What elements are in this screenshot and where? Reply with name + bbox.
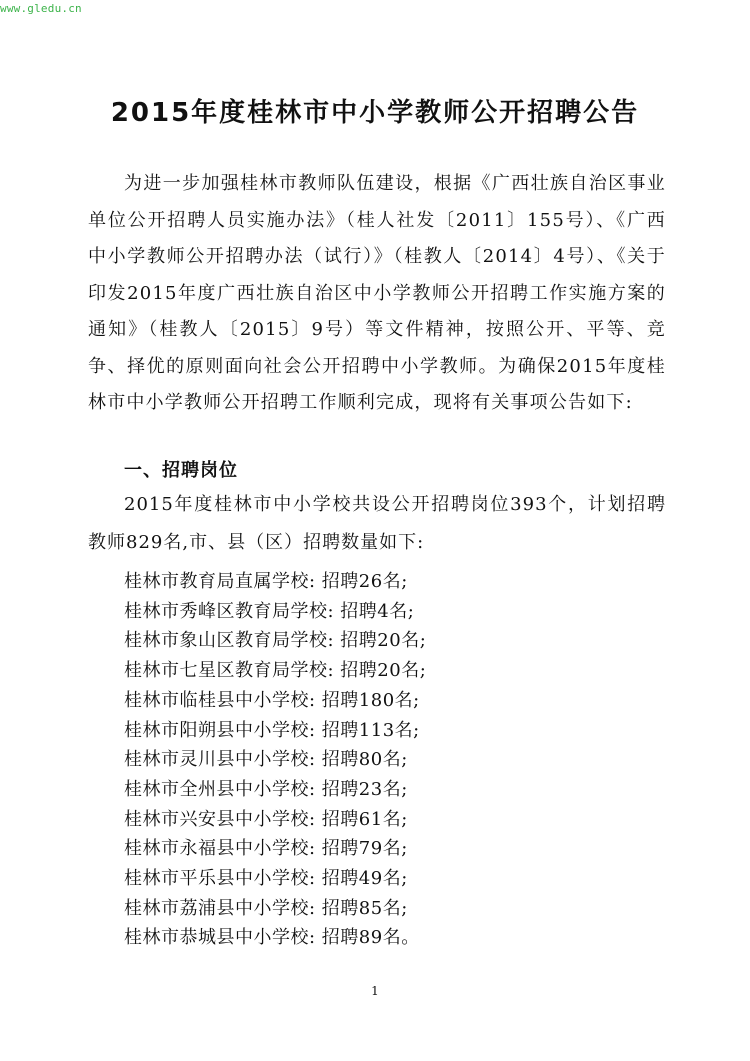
list-item: 桂林市临桂县中小学校: 招聘180名;: [124, 689, 420, 711]
list-item: 桂林市恭城县中小学校: 招聘89名。: [124, 927, 420, 949]
list-item: 桂林市永福县中小学校: 招聘79名;: [124, 838, 408, 860]
site-watermark: www.gledu.cn: [0, 2, 82, 15]
list-item: 桂林市秀峰区教育局学校: 招聘4名;: [124, 600, 415, 622]
page-number: 1: [371, 984, 379, 998]
list-item: 桂林市象山区教育局学校: 招聘20名;: [124, 630, 427, 652]
quota-list: [124, 567, 426, 953]
section-heading: 一、招聘岗位: [124, 460, 238, 481]
list-item: 桂林市荔浦县中小学校: 招聘85名;: [124, 897, 408, 919]
intro-paragraph: 为进一步加强桂林市教师队伍建设，根据《广西壮族自治区事业单位公开招聘人员实施办法》（桂人社发〔2011〕155号）、《广西中小学教师公开招聘办法（试行）》（桂教人〔2014〕4号）、《关于印发2015年度广西壮族自治区中小学教师公开招聘工作实施方案的通知》（桂教人〔2015〕9号）等文件精神，按照公开、平等、竞争、择优的原则面向社会公开招聘中小学教师。为确保2015年度桂林市中小学教师公开招聘工作顺利完成，现将有关事项公告如下:: [88, 173, 666, 413]
section-intro: 2015年度桂林市中小学校共设公开招聘岗位393个，计划招聘教师829名,市、县（区）招聘数量如下:: [88, 494, 666, 553]
document-title: 2015年度桂林市中小学教师公开招聘公告: [110, 98, 640, 128]
list-item: 桂林市兴安县中小学校: 招聘61名;: [124, 808, 408, 830]
list-item: 桂林市平乐县中小学校: 招聘49名;: [124, 868, 408, 890]
list-item: 桂林市七星区教育局学校: 招聘20名;: [124, 660, 427, 682]
list-item: 桂林市教育局直属学校: 招聘26名;: [124, 571, 408, 592]
list-item: 桂林市灵川县中小学校: 招聘80名;: [124, 749, 408, 771]
list-item: 桂林市全州县中小学校: 招聘23名;: [124, 778, 408, 800]
list-item: 桂林市阳朔县中小学校: 招聘113名;: [124, 719, 420, 741]
